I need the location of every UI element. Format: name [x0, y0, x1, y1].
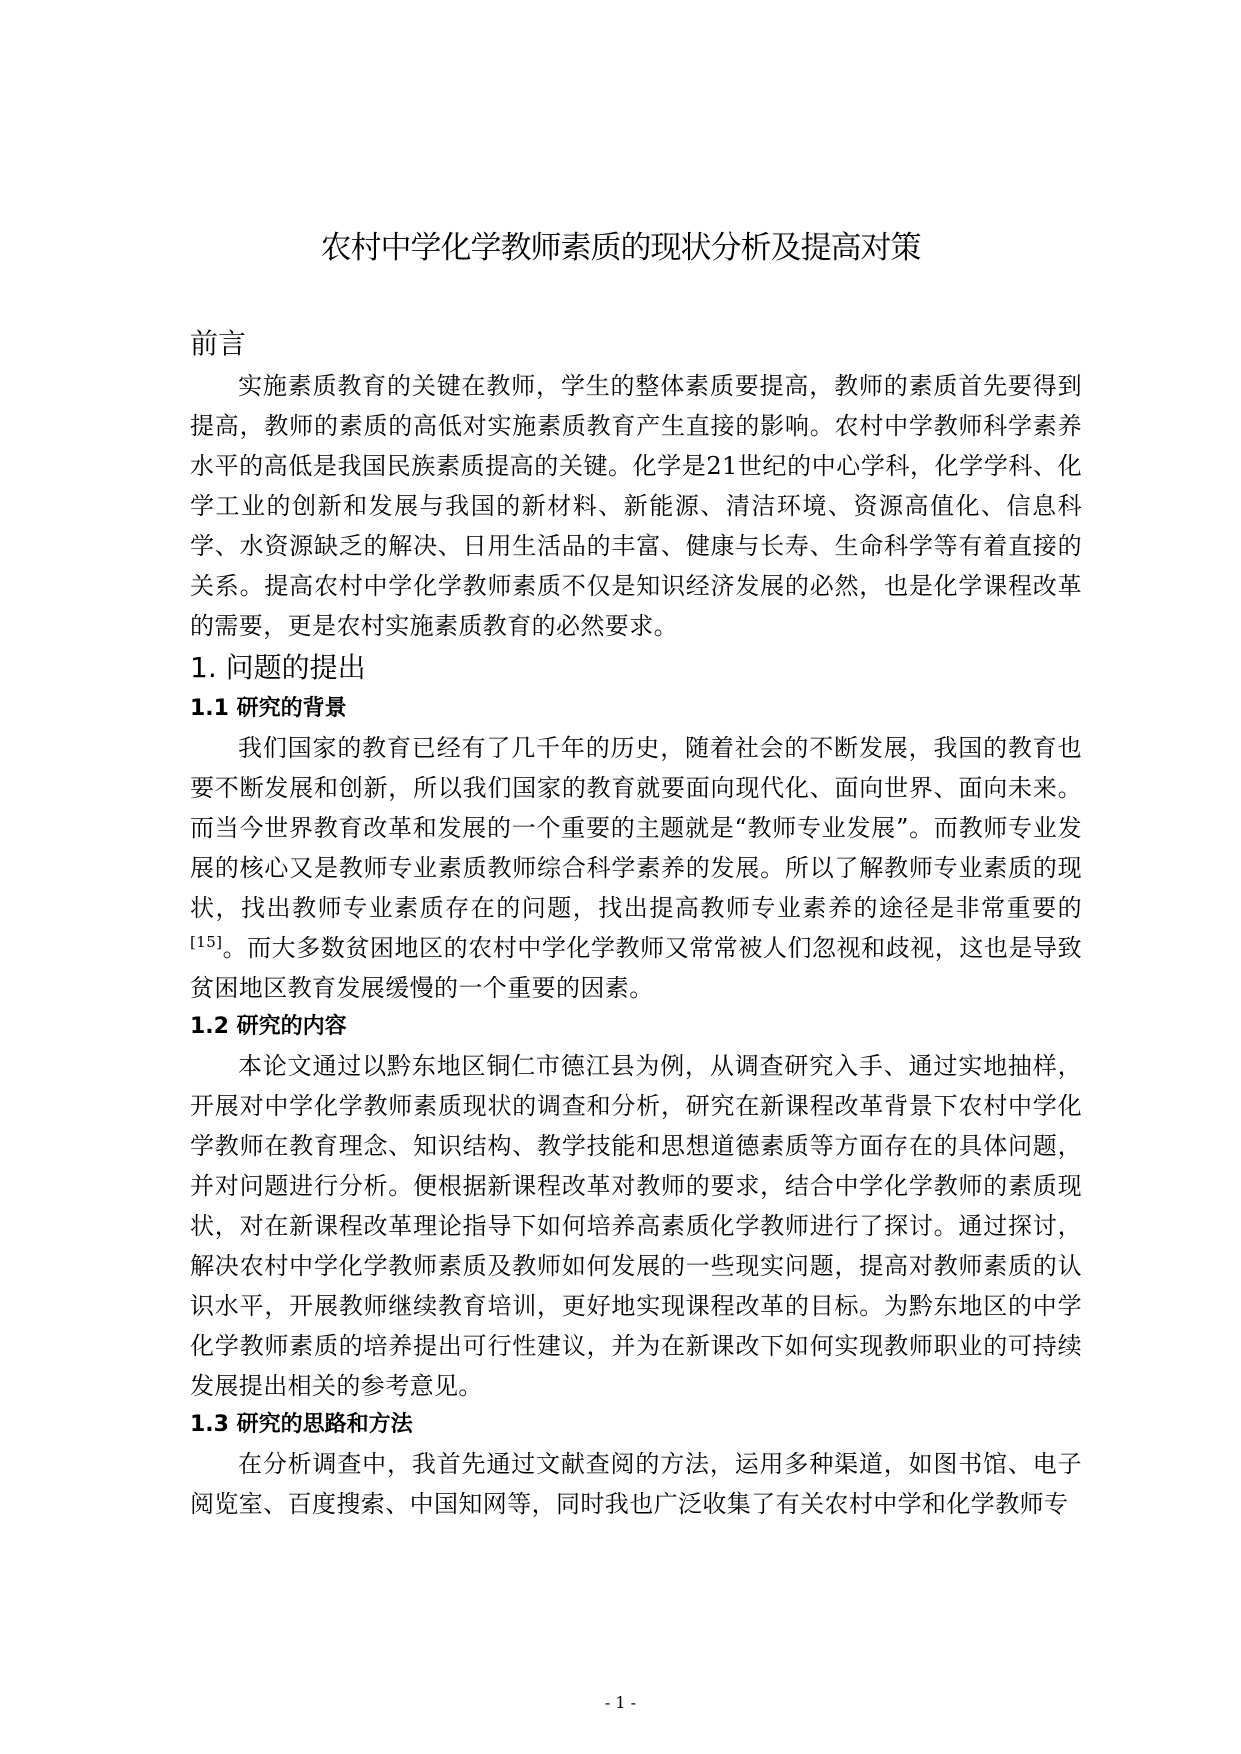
paper-title: 农村中学化学教师素质的现状分析及提高对策 — [320, 230, 921, 266]
section-1-3-heading: 1.3 研究的思路和方法 — [190, 1412, 413, 1437]
section-1-1-text-a: 我们国家的教育已经有了几千年的历史，随着社会的不断发展，我国的教育也要不断发展和创新，所以我们国家的教育就要面向现代化、面向世界、面向未来。而当今世界教育改革和发展的一个重要的主题就是“教师专业发展”。而教师专业发展的核心又是教师专业素质教师综合科学素养的发展。所以了解教师专业素质的现状，找出教师专业素质存在的问题，找出提高教师专业素养的途径是非常重要的 — [190, 734, 1082, 922]
section-1-2-paragraph: 本论文通过以黔东地区铜仁市德江县为例，从调查研究入手、通过实地抽样，开展对中学化学教师素质现状的调查和分析，研究在新课程改革背景下农村中学化学教师在教育理念、知识结构、教学技能和思想道德素质等方面存在的具体问题，并对问题进行分析。便根据新课程改革对教师的要求，结合中学化学教师的素质现状，对在新课程改革理论指导下如何培养高素质化学教师进行了探讨。通过探讨，解决农村中学化学教师素质及教师如何发展的一些现实问题，提高对教师素质的认识水平，开展教师继续教育培训，更好地实现课程改革的目标。为黔东地区的中学化学教师素质的培养提出可行性建议，并为在新课改下如何实现教师职业的可持续发展提出相关的参考意见。 — [190, 1052, 1082, 1400]
section-1-2-heading: 1.2 研究的内容 — [190, 1014, 347, 1039]
section-1-1-text-b: 。而大多数贫困地区的农村中学化学教师又常常被人们忽视和歧视，这也是导致贫困地区教育发展缓慢的一个重要的因素。 — [190, 934, 1082, 1002]
section-1-heading: 1. 问题的提出 — [190, 651, 366, 684]
preface-heading: 前言 — [190, 327, 247, 360]
paper-body — [190, 322, 1082, 1524]
preface-paragraph: 实施素质教育的关键在教师，学生的整体素质要提高，教师的素质首先要得到提高，教师的素质的高低对实施素质教育产生直接的影响。农村中学教师科学素养水平的高低是我国民族素质提高的关键。化学是21世纪的中心学科，化学学科、化学工业的创新和发展与我国的新材料、新能源、清洁环境、资源高值化、信息科学、水资源缺乏的解决、日用生活品的丰富、健康与长寿、生命科学等有着直接的关系。提高农村中学化学教师素质不仅是知识经济发展的必然，也是化学课程改革的需要，更是农村实施素质教育的必然要求。 — [190, 372, 1082, 640]
page-number: - 1 - — [604, 1693, 637, 1712]
section-1-3-paragraph: 在分析调查中，我首先通过文献查阅的方法，运用多种渠道，如图书馆、电子阅览室、百度搜索、中国知网等，同时我也广泛收集了有关农村中学和化学教师专 — [190, 1450, 1082, 1518]
citation-reference: [15] — [190, 933, 223, 951]
section-1-1-paragraph — [190, 728, 1082, 1008]
section-1-1-heading: 1.1 研究的背景 — [190, 696, 347, 721]
